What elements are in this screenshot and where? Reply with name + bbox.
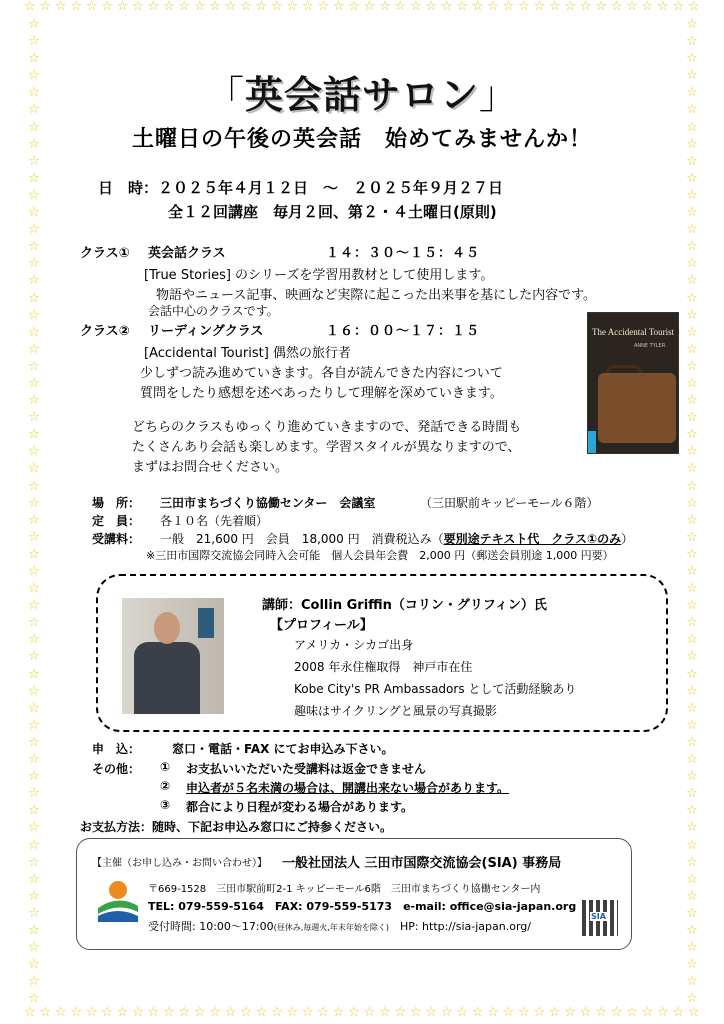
note-line-2: たくさんあり会話も楽しめます。学習スタイルが異なりますので、	[132, 440, 521, 455]
star-decoration-icon: ☆	[686, 957, 698, 973]
class2-name: リーディングクラス	[148, 324, 264, 339]
star-border-right	[682, 18, 702, 1006]
star-decoration-icon: ☆	[178, 1005, 191, 1020]
star-decoration-icon: ☆	[28, 170, 40, 186]
star-decoration-icon: ☆	[28, 307, 40, 323]
star-decoration-icon: ☆	[363, 1005, 376, 1020]
star-decoration-icon: ☆	[332, 1005, 345, 1020]
payment-method: お支払方法：随時、下記お申込み窓口にご持参ください。	[80, 820, 393, 834]
star-decoration-icon: ☆	[686, 102, 698, 118]
star-decoration-icon: ☆	[317, 1005, 329, 1020]
star-decoration-icon: ☆	[28, 153, 40, 169]
star-decoration-icon: ☆	[28, 478, 40, 494]
star-decoration-icon: ☆	[28, 34, 40, 50]
star-decoration-icon: ☆	[425, 0, 438, 14]
star-decoration-icon: ☆	[271, 0, 283, 14]
star-decoration-icon: ☆	[686, 273, 698, 289]
star-decoration-icon: ☆	[286, 0, 299, 14]
profile-heading: 【プロフィール】	[270, 618, 373, 633]
note-line-3: まずはお問合せください。	[132, 460, 289, 475]
star-decoration-icon: ☆	[686, 752, 698, 768]
star-decoration-icon: ☆	[28, 888, 40, 904]
star-decoration-icon: ☆	[471, 0, 484, 14]
star-decoration-icon: ☆	[686, 290, 698, 306]
star-decoration-icon: ☆	[686, 529, 698, 545]
star-decoration-icon: ☆	[595, 0, 607, 14]
star-decoration-icon: ☆	[28, 752, 40, 768]
star-decoration-icon: ☆	[28, 974, 40, 990]
star-decoration-icon: ☆	[132, 1005, 144, 1020]
star-decoration-icon: ☆	[440, 0, 453, 14]
title-close-bracket: 」	[479, 73, 519, 117]
hours-note: (昼休み,毎週火,年末年始を除く)	[273, 923, 389, 932]
star-decoration-icon: ☆	[686, 649, 698, 665]
star-decoration-icon: ☆	[686, 222, 698, 238]
star-decoration-icon: ☆	[686, 734, 698, 750]
star-decoration-icon: ☆	[564, 1005, 576, 1020]
title-open-bracket: 「	[205, 73, 245, 117]
address: 〒669-1528 三田市駅前町2-1 キッピーモール6階 三田市まちづくり協働センター内	[148, 884, 541, 895]
star-decoration-icon: ☆	[626, 0, 638, 14]
star-decoration-icon: ☆	[28, 598, 40, 614]
capacity-label: 定 員：	[92, 514, 141, 528]
star-decoration-icon: ☆	[28, 495, 40, 511]
title-text: 英会話サロン	[244, 73, 479, 117]
profile-residence: 2008 年永住権取得 神戸市在住	[294, 660, 473, 674]
class1-time: １４：３０～１５：４５	[326, 246, 481, 261]
star-decoration-icon: ☆	[70, 1005, 82, 1020]
star-decoration-icon: ☆	[28, 905, 40, 921]
star-decoration-icon: ☆	[28, 683, 40, 699]
star-decoration-icon: ☆	[28, 410, 40, 426]
venue: 三田市まちづくり協働センター 会議室	[160, 496, 376, 510]
star-decoration-icon: ☆	[548, 0, 561, 14]
star-decoration-icon: ☆	[28, 393, 40, 409]
star-decoration-icon: ☆	[54, 0, 67, 14]
class2-desc-3: 質問をしたり感想を述べあったりして理解を深めていきます。	[140, 386, 503, 401]
star-decoration-icon: ☆	[162, 1005, 175, 1020]
class1-desc-1: [True Stories] のシリーズを学習用教材として使用します。	[144, 268, 494, 283]
contact-numbers: TEL: 079-559-5164 FAX: 079-559-5173 e-mail: office@sia-japan.org	[148, 900, 577, 913]
star-decoration-icon: ☆	[656, 1005, 669, 1020]
homepage-link[interactable]: HP: http://sia-japan.org/	[399, 920, 531, 933]
star-decoration-icon: ☆	[39, 1005, 52, 1020]
book-title: The Accidental Tourist	[592, 327, 675, 337]
star-decoration-icon: ☆	[28, 427, 40, 443]
star-decoration-icon: ☆	[28, 871, 40, 887]
schedule-frequency: 全１２回講座 毎月２回、第２・４土曜日(原則)	[168, 203, 497, 221]
star-decoration-icon: ☆	[28, 341, 40, 357]
star-decoration-icon: ☆	[28, 17, 40, 32]
star-decoration-icon: ☆	[85, 1005, 98, 1020]
fee-text-cost: 要別途テキスト代 クラス①のみ	[443, 532, 622, 546]
star-decoration-icon: ☆	[348, 1005, 360, 1020]
star-decoration-icon: ☆	[686, 358, 698, 374]
star-decoration-icon: ☆	[317, 0, 329, 14]
star-decoration-icon: ☆	[502, 0, 515, 14]
star-decoration-icon: ☆	[686, 444, 698, 460]
class2-desc-1: [Accidental Tourist] 偶然の旅行者	[144, 346, 351, 361]
star-decoration-icon: ☆	[425, 1005, 438, 1020]
book-cover-image	[587, 312, 679, 454]
venue-note: （三田駅前キッピーモール６階）	[420, 496, 599, 510]
star-decoration-icon: ☆	[579, 0, 592, 14]
instructor-name: 講師：Collin Griffin（コリン・グリフィン）氏	[262, 598, 547, 613]
star-decoration-icon: ☆	[456, 0, 468, 14]
other-num-2: ②	[160, 779, 171, 793]
star-decoration-icon: ☆	[686, 478, 698, 494]
star-decoration-icon: ☆	[28, 581, 40, 597]
note-line-1: どちらのクラスもゆっくり進めていきますので、発話できる時間も	[132, 420, 522, 435]
star-decoration-icon: ☆	[28, 820, 40, 836]
star-decoration-icon: ☆	[28, 564, 40, 579]
star-decoration-icon: ☆	[301, 1005, 314, 1020]
star-decoration-icon: ☆	[595, 1005, 607, 1020]
star-decoration-icon: ☆	[28, 102, 40, 118]
other-item-2: 申込者が５名未満の場合は、開講出来ない場合があります。	[186, 781, 510, 795]
star-decoration-icon: ☆	[409, 1005, 422, 1020]
class1-name: 英会話クラス	[148, 246, 226, 261]
star-decoration-icon: ☆	[687, 1005, 700, 1020]
star-decoration-icon: ☆	[28, 529, 40, 545]
star-decoration-icon: ☆	[348, 0, 360, 14]
star-decoration-icon: ☆	[686, 905, 698, 921]
star-decoration-icon: ☆	[686, 871, 698, 887]
star-decoration-icon: ☆	[687, 0, 700, 14]
star-decoration-icon: ☆	[255, 1005, 268, 1020]
star-decoration-icon: ☆	[101, 0, 113, 14]
star-border-top	[0, 0, 724, 18]
star-decoration-icon: ☆	[440, 1005, 453, 1020]
star-decoration-icon: ☆	[178, 0, 191, 14]
venue-label: 場 所：	[92, 496, 141, 510]
class1-desc-2: 物語やニュース記事、映画など実際に起こった出来事を基にした内容です。	[156, 288, 597, 303]
page-title	[0, 64, 724, 119]
star-decoration-icon: ☆	[28, 666, 40, 682]
star-decoration-icon: ☆	[28, 461, 40, 477]
star-decoration-icon: ☆	[224, 0, 237, 14]
star-decoration-icon: ☆	[28, 136, 40, 152]
star-decoration-icon: ☆	[379, 1005, 391, 1020]
star-decoration-icon: ☆	[28, 205, 40, 221]
star-decoration-icon: ☆	[686, 205, 698, 221]
hours-text: 受付時間: 10:00～17:00	[148, 920, 274, 933]
book-spine-stripe	[588, 431, 596, 453]
star-decoration-icon: ☆	[686, 393, 698, 409]
star-decoration-icon: ☆	[487, 1005, 499, 1020]
star-decoration-icon: ☆	[394, 1005, 407, 1020]
star-decoration-icon: ☆	[686, 683, 698, 699]
star-decoration-icon: ☆	[686, 615, 698, 631]
star-decoration-icon: ☆	[686, 136, 698, 152]
star-decoration-icon: ☆	[28, 324, 40, 340]
profile-origin: アメリカ・シカゴ出身	[294, 638, 414, 652]
star-decoration-icon: ☆	[686, 546, 698, 562]
star-decoration-icon: ☆	[28, 187, 40, 203]
other-item-1: お支払いいただいた受講料は返金できません	[186, 762, 427, 776]
star-decoration-icon: ☆	[686, 495, 698, 511]
star-decoration-icon: ☆	[686, 307, 698, 323]
star-decoration-icon: ☆	[209, 0, 221, 14]
star-decoration-icon: ☆	[686, 666, 698, 682]
star-decoration-icon: ☆	[686, 187, 698, 203]
instructor-photo	[122, 598, 224, 714]
star-decoration-icon: ☆	[193, 0, 206, 14]
class1-desc-3: 会話中心のクラスです。	[148, 304, 279, 318]
star-decoration-icon: ☆	[686, 820, 698, 836]
star-decoration-icon: ☆	[28, 290, 40, 306]
star-decoration-icon: ☆	[471, 1005, 484, 1020]
star-decoration-icon: ☆	[28, 51, 40, 67]
star-decoration-icon: ☆	[224, 1005, 237, 1020]
star-decoration-icon: ☆	[28, 769, 40, 785]
capacity: 各１０名（先着順）	[160, 514, 269, 528]
star-decoration-icon: ☆	[686, 922, 698, 938]
star-decoration-icon: ☆	[286, 1005, 299, 1020]
star-border-bottom	[0, 1006, 724, 1024]
other-item-3: 都合により日程が変わる場合があります。	[186, 800, 414, 814]
star-decoration-icon: ☆	[409, 0, 422, 14]
star-decoration-icon: ☆	[28, 119, 40, 135]
star-decoration-icon: ☆	[610, 0, 623, 14]
star-decoration-icon: ☆	[686, 256, 698, 272]
star-decoration-icon: ☆	[301, 0, 314, 14]
star-decoration-icon: ☆	[28, 700, 40, 716]
star-decoration-icon: ☆	[116, 1005, 129, 1020]
star-decoration-icon: ☆	[28, 256, 40, 272]
star-border-left	[24, 18, 44, 1006]
star-decoration-icon: ☆	[626, 1005, 638, 1020]
star-decoration-icon: ☆	[85, 0, 98, 14]
star-decoration-icon: ☆	[28, 239, 40, 255]
star-decoration-icon: ☆	[240, 0, 252, 14]
sia-logo-icon	[94, 878, 142, 926]
star-decoration-icon: ☆	[533, 0, 546, 14]
star-decoration-icon: ☆	[686, 854, 698, 870]
star-decoration-icon: ☆	[579, 1005, 592, 1020]
star-decoration-icon: ☆	[28, 632, 40, 648]
fee-close: ）	[621, 532, 634, 546]
book-author: ANNE TYLER	[634, 343, 666, 349]
star-decoration-icon: ☆	[518, 1005, 530, 1020]
star-decoration-icon: ☆	[116, 0, 129, 14]
star-decoration-icon: ☆	[379, 0, 391, 14]
office-hours	[148, 918, 531, 934]
star-decoration-icon: ☆	[656, 0, 669, 14]
star-decoration-icon: ☆	[502, 1005, 515, 1020]
star-decoration-icon: ☆	[686, 34, 698, 50]
star-decoration-icon: ☆	[28, 512, 40, 528]
star-decoration-icon: ☆	[28, 717, 40, 733]
star-decoration-icon: ☆	[686, 239, 698, 255]
apply-label: 申 込：	[92, 742, 141, 756]
star-decoration-icon: ☆	[28, 922, 40, 938]
star-decoration-icon: ☆	[39, 0, 52, 14]
star-decoration-icon: ☆	[70, 0, 82, 14]
star-decoration-icon: ☆	[686, 461, 698, 477]
star-decoration-icon: ☆	[686, 974, 698, 990]
star-decoration-icon: ☆	[363, 0, 376, 14]
star-decoration-icon: ☆	[686, 153, 698, 169]
star-decoration-icon: ☆	[686, 85, 698, 101]
class1-label: クラス①	[80, 246, 130, 261]
star-decoration-icon: ☆	[28, 68, 40, 84]
star-decoration-icon: ☆	[686, 581, 698, 597]
star-decoration-icon: ☆	[641, 1005, 654, 1020]
star-decoration-icon: ☆	[686, 786, 698, 802]
star-decoration-icon: ☆	[28, 358, 40, 374]
other-num-3: ③	[160, 798, 171, 812]
profile-hobby: 趣味はサイクリングと風景の写真撮影	[294, 704, 497, 718]
star-decoration-icon: ☆	[672, 1005, 685, 1020]
star-decoration-icon: ☆	[332, 0, 345, 14]
star-decoration-icon: ☆	[686, 888, 698, 904]
star-decoration-icon: ☆	[686, 324, 698, 340]
class2-desc-2: 少しずつ読み進めていきます。各自が読んできた内容について	[140, 366, 503, 381]
star-decoration-icon: ☆	[686, 632, 698, 648]
star-decoration-icon: ☆	[686, 68, 698, 84]
class2-time: １６：００～１７：１５	[326, 324, 481, 339]
star-decoration-icon: ☆	[641, 0, 654, 14]
star-decoration-icon: ☆	[162, 0, 175, 14]
fee-note: ※三田市国際交流協会同時入会可能 個人会員年会費 2,000 円（郵送会員別途 1,000 円要）	[146, 549, 614, 562]
star-decoration-icon: ☆	[24, 1005, 36, 1020]
star-decoration-icon: ☆	[271, 1005, 283, 1020]
star-decoration-icon: ☆	[28, 85, 40, 101]
star-decoration-icon: ☆	[101, 1005, 113, 1020]
star-decoration-icon: ☆	[686, 119, 698, 135]
star-decoration-icon: ☆	[147, 0, 160, 14]
star-decoration-icon: ☆	[28, 615, 40, 631]
fee-amounts: 一般 21,600 円 会員 18,000 円 消費税込み（	[160, 532, 444, 546]
star-decoration-icon: ☆	[686, 564, 698, 579]
star-decoration-icon: ☆	[28, 803, 40, 819]
star-decoration-icon: ☆	[28, 786, 40, 802]
star-decoration-icon: ☆	[193, 1005, 206, 1020]
host-organization: 一般社団法人 三田市国際交流協会(SIA) 事務局	[282, 856, 562, 871]
star-decoration-icon: ☆	[28, 837, 40, 853]
star-decoration-icon: ☆	[54, 1005, 67, 1020]
star-decoration-icon: ☆	[28, 734, 40, 750]
star-decoration-icon: ☆	[394, 0, 407, 14]
apply-text: 窓口・電話・FAX にてお申込み下さい。	[172, 742, 394, 756]
star-decoration-icon: ☆	[686, 17, 698, 32]
star-decoration-icon: ☆	[456, 1005, 468, 1020]
star-decoration-icon: ☆	[28, 546, 40, 562]
star-decoration-icon: ☆	[28, 222, 40, 238]
class2-label: クラス②	[80, 324, 130, 339]
star-decoration-icon: ☆	[28, 957, 40, 973]
star-decoration-icon: ☆	[686, 410, 698, 426]
star-decoration-icon: ☆	[28, 649, 40, 665]
star-decoration-icon: ☆	[686, 375, 698, 391]
star-decoration-icon: ☆	[548, 1005, 561, 1020]
schedule-dates: 日 時：２０２５年４月１２日 ～ ２０２５年９月２７日	[98, 179, 504, 197]
star-decoration-icon: ☆	[209, 1005, 221, 1020]
star-decoration-icon: ☆	[533, 1005, 546, 1020]
star-decoration-icon: ☆	[132, 0, 144, 14]
star-decoration-icon: ☆	[686, 341, 698, 357]
star-decoration-icon: ☆	[28, 940, 40, 956]
profile-ambassador: Kobe City's PR Ambassadors として活動経験あり	[294, 682, 577, 696]
star-decoration-icon: ☆	[28, 854, 40, 870]
star-decoration-icon: ☆	[686, 940, 698, 956]
star-decoration-icon: ☆	[610, 1005, 623, 1020]
star-decoration-icon: ☆	[487, 0, 499, 14]
fee-label: 受講料：	[92, 532, 141, 546]
star-decoration-icon: ☆	[686, 837, 698, 853]
star-decoration-icon: ☆	[147, 1005, 160, 1020]
star-decoration-icon: ☆	[24, 0, 36, 14]
star-decoration-icon: ☆	[564, 0, 576, 14]
qr-sia-label: SIA	[591, 912, 606, 921]
host-label: 【主催（お申し込み・お問い合わせ）】	[92, 858, 267, 869]
suitcase-shape	[598, 373, 676, 443]
star-decoration-icon: ☆	[686, 427, 698, 443]
star-decoration-icon: ☆	[28, 991, 40, 1007]
fee	[160, 530, 633, 547]
star-decoration-icon: ☆	[672, 0, 685, 14]
star-decoration-icon: ☆	[686, 598, 698, 614]
star-decoration-icon: ☆	[518, 0, 530, 14]
subtitle: 土曜日の午後の英会話 始めてみませんか！	[131, 127, 592, 152]
star-decoration-icon: ☆	[255, 0, 268, 14]
star-decoration-icon: ☆	[240, 1005, 252, 1020]
other-num-1: ①	[160, 760, 171, 774]
star-decoration-icon: ☆	[28, 444, 40, 460]
star-decoration-icon: ☆	[686, 170, 698, 186]
other-label: その他：	[92, 762, 141, 776]
star-decoration-icon: ☆	[686, 769, 698, 785]
star-decoration-icon: ☆	[28, 273, 40, 289]
star-decoration-icon: ☆	[686, 51, 698, 67]
star-decoration-icon: ☆	[686, 803, 698, 819]
star-decoration-icon: ☆	[686, 717, 698, 733]
star-decoration-icon: ☆	[686, 700, 698, 716]
star-decoration-icon: ☆	[28, 375, 40, 391]
star-decoration-icon: ☆	[686, 991, 698, 1007]
star-decoration-icon: ☆	[686, 512, 698, 528]
